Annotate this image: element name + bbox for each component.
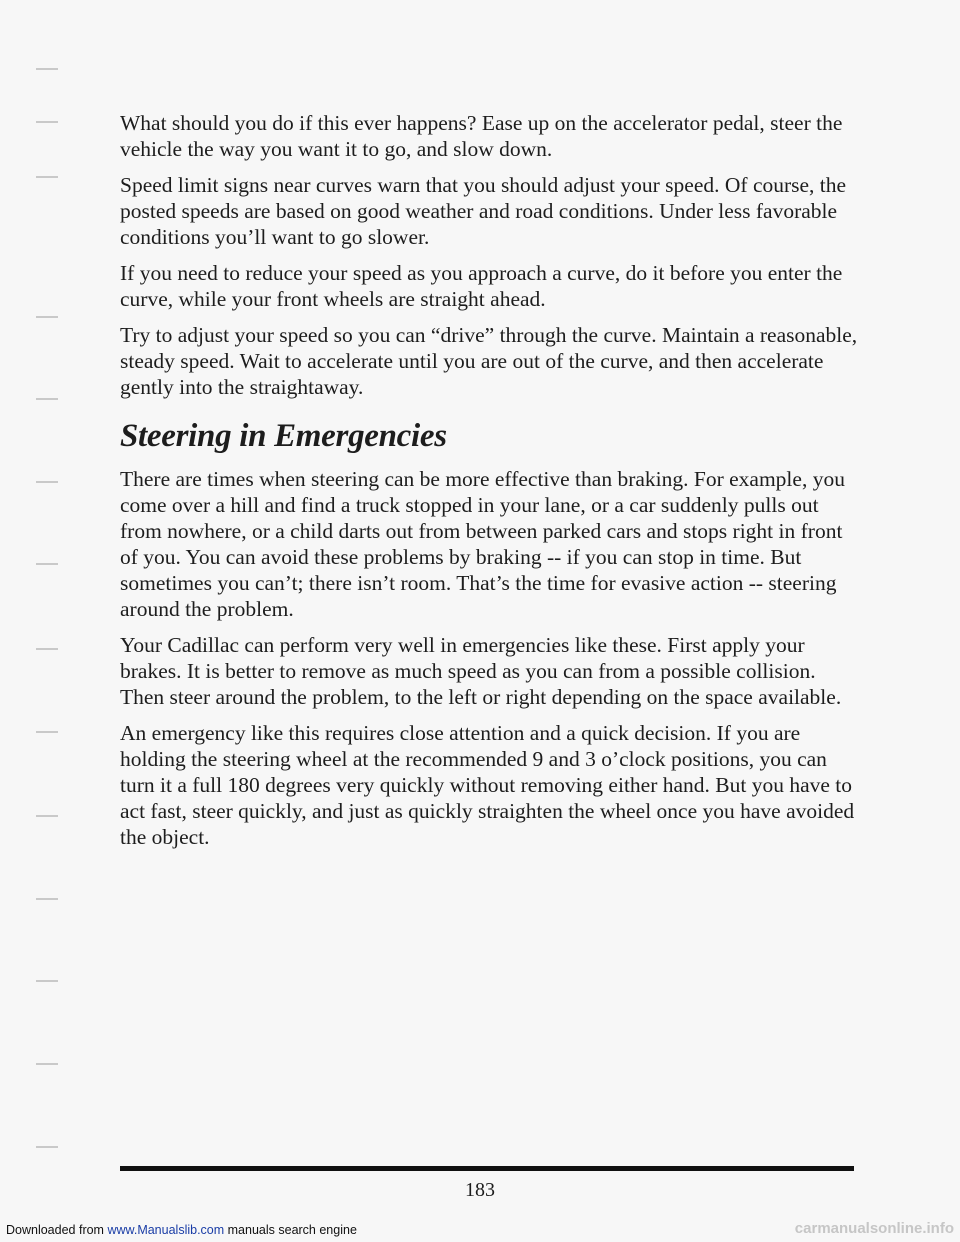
paragraph: There are times when steering can be more effective than braking. For example, you come over a hill and find a truck stopped in your lane, or a car suddenly pulls out from nowhere, or a child darts out from between parked cars and stops right in front of you. You can avoid these problems by braking -- if you can stop in time. But sometimes you can’t; there isn’t room. That’s the time for evasive action -- steering around the problem. [120, 467, 845, 621]
footer-prefix: Downloaded from [6, 1223, 108, 1237]
page-number: 183 [465, 1179, 495, 1201]
margin-tick [36, 731, 58, 733]
margin-tick [36, 316, 58, 318]
section-heading: Steering in Emergencies [120, 418, 447, 454]
margin-tick [36, 481, 58, 483]
paragraph: An emergency like this requires close attention and a quick decision. If you are holding the steering wheel at the recommended 9 and 3 o’clock positions, you can turn it a full 180 degrees very quickly without removing either hand. But you have to act fast, steer quickly, and just as quickly straighten the wheel once you have avoided the object. [120, 721, 855, 849]
download-footer [6, 1223, 357, 1238]
page-footer-rule [120, 1166, 854, 1171]
margin-tick [36, 563, 58, 565]
margin-tick [36, 121, 58, 123]
watermark: carmanualsonline.info [794, 1220, 954, 1237]
margin-tick [36, 1063, 58, 1065]
margin-tick [36, 398, 58, 400]
margin-tick [36, 176, 58, 178]
margin-tick [36, 1146, 58, 1148]
paragraph: If you need to reduce your speed as you approach a curve, do it before you enter the curve, while your front wheels are straight ahead. [120, 261, 843, 311]
manualslib-link[interactable]: www.Manualslib.com [107, 1223, 225, 1237]
page-body [120, 110, 860, 860]
margin-tick [36, 980, 58, 982]
paragraph: What should you do if this ever happens? Ease up on the accelerator pedal, steer the vehicle the way you want it to go, and slow down. [120, 111, 843, 161]
paragraph: Try to adjust your speed so you can “drive” through the curve. Maintain a reasonable, steady speed. Wait to accelerate until you are out of the curve, and then accelerate gently into the straightaway. [120, 323, 858, 399]
paragraph: Your Cadillac can perform very well in emergencies like these. First apply your brakes. It is better to remove as much speed as you can from a possible collision. Then steer around the problem, to the left or right depending on the space available. [120, 633, 842, 709]
margin-tick [36, 68, 58, 70]
margin-tick [36, 898, 58, 900]
paragraph: Speed limit signs near curves warn that you should adjust your speed. Of course, the posted speeds are based on good weather and road conditions. Under less favorable conditions you’ll want to go slower. [120, 173, 847, 249]
margin-tick [36, 815, 58, 817]
footer-suffix: manuals search engine [224, 1223, 357, 1237]
margin-tick-marks [0, 0, 90, 1242]
margin-tick [36, 648, 58, 650]
